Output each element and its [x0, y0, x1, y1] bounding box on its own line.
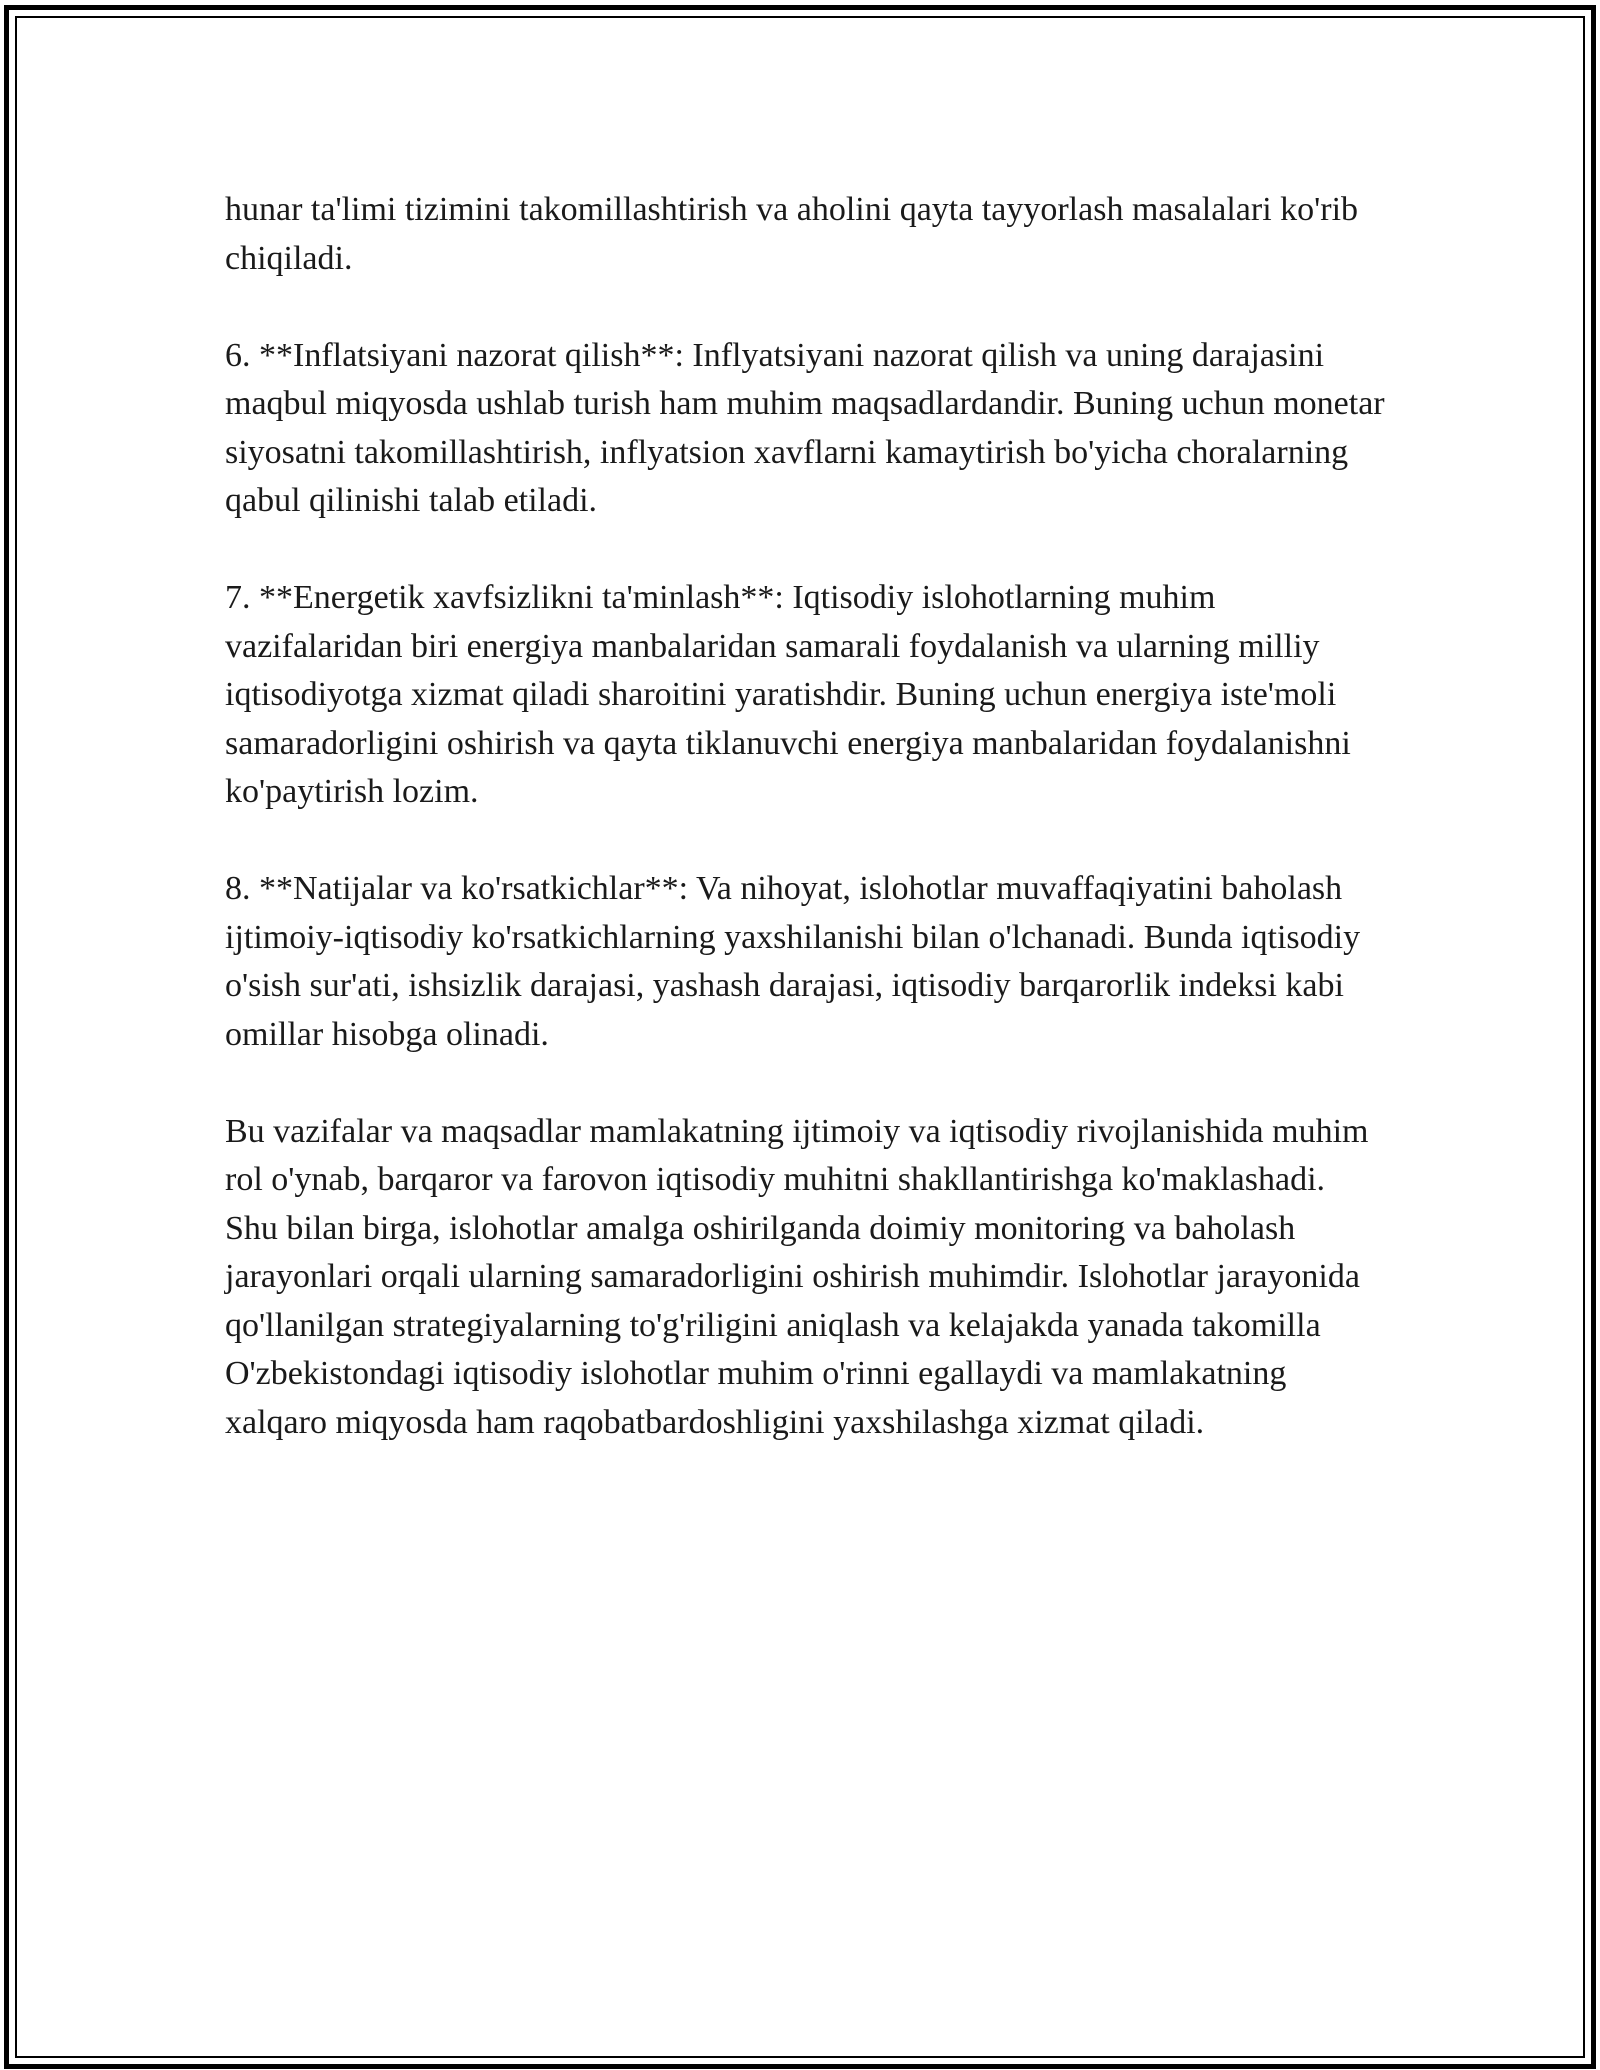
- paragraph-continuation: hunar ta'limi tizimini takomillashtirish va aholini qayta tayyorlash masalalari ko'rib chiqiladi.: [225, 191, 1359, 277]
- paragraph-inflation-control: 6. **Inflatsiyani nazorat qilish**: Inflyatsiyani nazorat qilish va uning darajasini maqbul miqyosda ushlab turish ham muhim maqsadlardandir. Buning uchun monetar siyosatni takomillashtirish, inflyatsion xavflarni kamaytirish bo'yicha choralarning qabul qilinishi talab etiladi.: [225, 336, 1385, 519]
- paragraph-energy-security: 7. **Energetik xavfsizlikni ta'minlash**: Iqtisodiy islohotlarning muhim vazifalaridan biri energiya manbalaridan samarali foydalanish va ularning milliy iqtisodiyotga xizmat qiladi sharoitini yaratishdir. Buning uchun energiya iste'moli samaradorligini oshirish va qayta tiklanuvchi energiya manbalaridan foydalanishni ko'paytirish lozim.: [225, 579, 1351, 810]
- paragraph-conclusion: Bu vazifalar va maqsadlar mamlakatning ijtimoiy va iqtisodiy rivojlanishida muhim rol o'ynab, barqaror va farovon iqtisodiy muhitni shakllantirishga ko'maklashadi. Shu bilan birga, islohotlar amalga oshirilganda doimiy monitoring va baholash jarayonlari orqali ularning samaradorligini oshirish muhimdir. Islohotlar jarayonida qo'llanilgan strategiyalarning to'g'riligini aniqlash va kelajakda yanada takomilla O'zbekistondagi iqtisodiy islohotlar muhim o'rinni egallaydi va mamlakatning xalqaro miqyosda ham raqobatbardoshligini yaxshilashga xizmat qiladi.: [225, 1112, 1369, 1441]
- paragraph-results-indicators: 8. **Natijalar va ko'rsatkichlar**: Va nihoyat, islohotlar muvaffaqiyatini baholash ijtimoiy-iqtisodiy ko'rsatkichlarning yaxshilanishi bilan o'lchanadi. Bunda iqtisodiy o'sish sur'ati, ishsizlik darajasi, yashash darajasi, iqtisodiy barqarorlik indeksi kabi omillar hisobga olinadi.: [225, 870, 1361, 1053]
- document-body: [225, 186, 1385, 1496]
